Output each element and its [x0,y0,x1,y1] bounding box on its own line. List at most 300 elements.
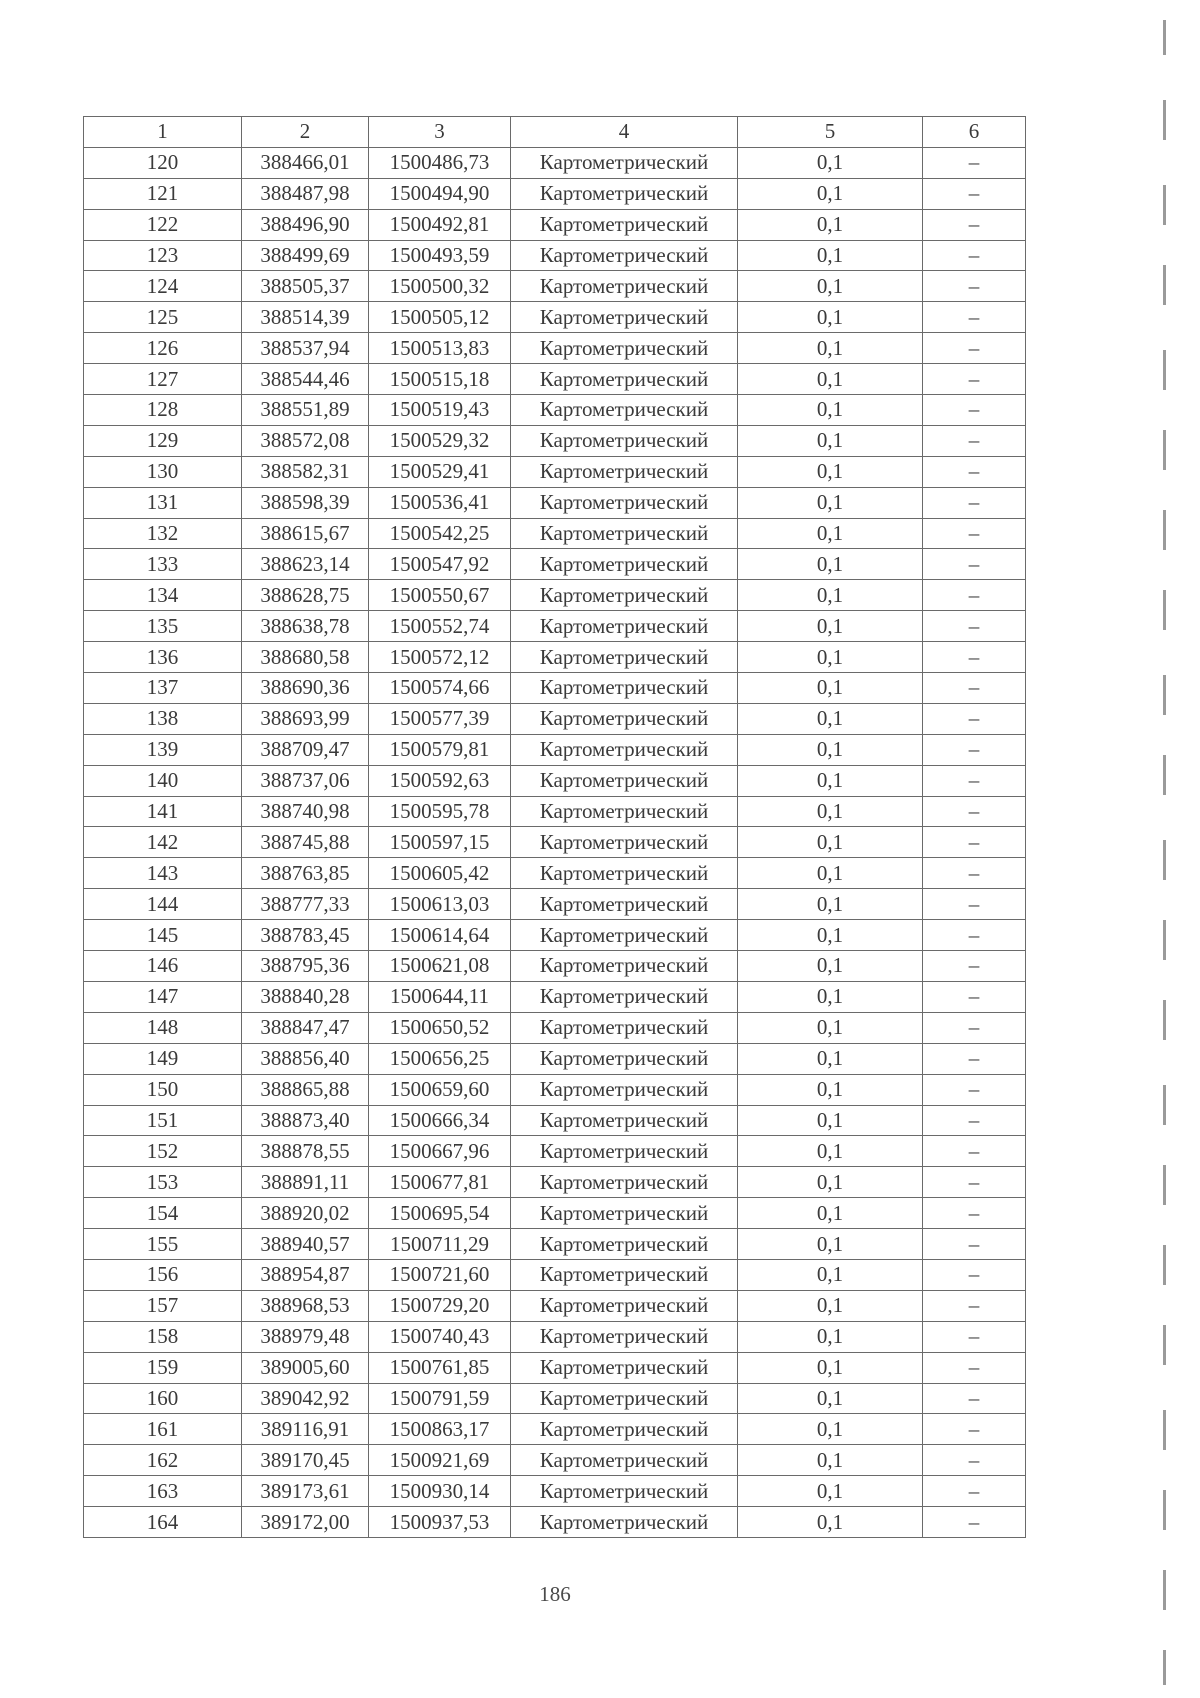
table-cell: 1500650,52 [369,1012,511,1043]
header-cell: 5 [738,117,923,148]
table-row [84,364,1026,395]
table-cell: Картометрический [511,1198,738,1229]
table-cell: 0,1 [738,456,923,487]
table-cell: 156 [84,1259,242,1290]
table-row [84,1414,1026,1445]
table-cell: – [923,1229,1026,1260]
table-cell: 154 [84,1198,242,1229]
table-cell: Картометрический [511,611,738,642]
table-cell: 1500493,59 [369,240,511,271]
table-cell: 126 [84,333,242,364]
table-header-row [84,117,1026,148]
table-cell: Картометрический [511,240,738,271]
table-cell: 0,1 [738,1105,923,1136]
table-cell: 146 [84,951,242,982]
table-cell: 157 [84,1290,242,1321]
table-cell: Картометрический [511,580,738,611]
table-cell: Картометрический [511,951,738,982]
table-row [84,271,1026,302]
table-cell: – [923,920,1026,951]
table-row [84,1259,1026,1290]
table-cell: 0,1 [738,1445,923,1476]
table-cell: – [923,981,1026,1012]
table-cell: 155 [84,1229,242,1260]
table-cell: 388690,36 [242,673,369,704]
table-cell: Картометрический [511,1476,738,1507]
table-cell: Картометрический [511,920,738,951]
table-cell: – [923,1074,1026,1105]
table-row [84,456,1026,487]
table-cell: – [923,1321,1026,1352]
table-cell: – [923,425,1026,456]
table-cell: 388496,90 [242,209,369,240]
table-cell: 123 [84,240,242,271]
table-cell: 1500547,92 [369,549,511,580]
table-row [84,1198,1026,1229]
table-cell: 388979,48 [242,1321,369,1352]
table-row [84,1352,1026,1383]
table-row [84,518,1026,549]
table-cell: 1500614,64 [369,920,511,951]
table-cell: Картометрический [511,1259,738,1290]
table-cell: 0,1 [738,765,923,796]
table-cell: 148 [84,1012,242,1043]
header-cell: 3 [369,117,511,148]
table-cell: Картометрический [511,518,738,549]
table-cell: 133 [84,549,242,580]
table-cell: – [923,333,1026,364]
table-cell: 1500519,43 [369,395,511,426]
table-cell: Картометрический [511,1290,738,1321]
table-cell: 1500550,67 [369,580,511,611]
table-cell: 1500721,60 [369,1259,511,1290]
table-row [84,1012,1026,1043]
table-cell: 1500791,59 [369,1383,511,1414]
table-cell: 147 [84,981,242,1012]
table-cell: 149 [84,1043,242,1074]
table-cell: 158 [84,1321,242,1352]
table-cell: Картометрический [511,1383,738,1414]
table-cell: 1500552,74 [369,611,511,642]
table-body [84,147,1026,1537]
table-cell: 0,1 [738,240,923,271]
table-cell: – [923,1198,1026,1229]
table-cell: 1500542,25 [369,518,511,549]
table-cell: 131 [84,487,242,518]
table-cell: Картометрический [511,395,738,426]
table-cell: 163 [84,1476,242,1507]
table-cell: 0,1 [738,889,923,920]
table-row [84,487,1026,518]
table-cell: 1500921,69 [369,1445,511,1476]
header-cell: 2 [242,117,369,148]
table-cell: 1500729,20 [369,1290,511,1321]
table-cell: Картометрический [511,858,738,889]
table-cell: 388920,02 [242,1198,369,1229]
table-cell: 160 [84,1383,242,1414]
table-cell: 388544,46 [242,364,369,395]
table-row [84,858,1026,889]
table-cell: 0,1 [738,673,923,704]
table-row [84,1167,1026,1198]
table-cell: 388680,58 [242,642,369,673]
table-cell: – [923,518,1026,549]
table-cell: 388598,39 [242,487,369,518]
table-cell: 1500536,41 [369,487,511,518]
table-cell: – [923,889,1026,920]
table-cell: 0,1 [738,858,923,889]
table-cell: 388856,40 [242,1043,369,1074]
table-cell: – [923,703,1026,734]
table-cell: 153 [84,1167,242,1198]
table-row [84,1229,1026,1260]
table-cell: 388638,78 [242,611,369,642]
table-cell: 140 [84,765,242,796]
table-cell: – [923,395,1026,426]
coordinates-table [83,116,1026,1538]
table-cell: Картометрический [511,1229,738,1260]
table-cell: 1500656,25 [369,1043,511,1074]
table-cell: – [923,1352,1026,1383]
table-cell: 0,1 [738,1136,923,1167]
table-cell: 0,1 [738,1414,923,1445]
table-cell: 388954,87 [242,1259,369,1290]
table-cell: – [923,1445,1026,1476]
table-cell: 139 [84,734,242,765]
table-row [84,1074,1026,1105]
table-cell: 388763,85 [242,858,369,889]
table-cell: – [923,549,1026,580]
table-cell: 162 [84,1445,242,1476]
table-cell: – [923,147,1026,178]
table-cell: – [923,858,1026,889]
table-cell: 141 [84,796,242,827]
table-cell: 388709,47 [242,734,369,765]
table-cell: 0,1 [738,951,923,982]
table-row [84,920,1026,951]
table-cell: Картометрический [511,271,738,302]
table-cell: – [923,765,1026,796]
table-cell: 1500574,66 [369,673,511,704]
table-cell: Картометрический [511,981,738,1012]
table-row [84,1043,1026,1074]
table-cell: 0,1 [738,580,923,611]
table-cell: 0,1 [738,1383,923,1414]
table-cell: 0,1 [738,1352,923,1383]
table-cell: 388795,36 [242,951,369,982]
table-cell: 161 [84,1414,242,1445]
table-cell: Картометрический [511,827,738,858]
table-cell: 389116,91 [242,1414,369,1445]
table-cell: 388891,11 [242,1167,369,1198]
table-cell: Картометрический [511,1136,738,1167]
table-cell: 1500500,32 [369,271,511,302]
table-row [84,1476,1026,1507]
table-cell: – [923,178,1026,209]
table-cell: 129 [84,425,242,456]
table-cell: 152 [84,1136,242,1167]
table-cell: – [923,1043,1026,1074]
table-cell: 0,1 [738,1167,923,1198]
table-cell: Картометрический [511,796,738,827]
table-cell: 0,1 [738,611,923,642]
table-cell: Картометрический [511,673,738,704]
table-cell: Картометрический [511,1445,738,1476]
table-row [84,1136,1026,1167]
table-cell: – [923,734,1026,765]
table-cell: 0,1 [738,271,923,302]
table-cell: 150 [84,1074,242,1105]
table-cell: 388537,94 [242,333,369,364]
table-row [84,673,1026,704]
table-cell: 0,1 [738,178,923,209]
table-cell: Картометрический [511,1043,738,1074]
table-cell: 130 [84,456,242,487]
table-cell: 0,1 [738,364,923,395]
table-cell: 1500677,81 [369,1167,511,1198]
table-cell: 1500667,96 [369,1136,511,1167]
table-cell: 388847,47 [242,1012,369,1043]
table-row [84,549,1026,580]
table-cell: 128 [84,395,242,426]
table-cell: 388740,98 [242,796,369,827]
table-cell: 1500515,18 [369,364,511,395]
table-cell: 1500605,42 [369,858,511,889]
table-cell: – [923,1012,1026,1043]
table-cell: Картометрический [511,703,738,734]
table-cell: 164 [84,1507,242,1538]
table-cell: 1500505,12 [369,302,511,333]
table-cell: 389042,92 [242,1383,369,1414]
table-cell: 1500529,41 [369,456,511,487]
table-cell: 389172,00 [242,1507,369,1538]
table-cell: 122 [84,209,242,240]
table-cell: 388745,88 [242,827,369,858]
table-cell: 0,1 [738,1198,923,1229]
table-cell: 1500486,73 [369,147,511,178]
table-row [84,580,1026,611]
table-cell: 0,1 [738,703,923,734]
table-cell: 137 [84,673,242,704]
table-row [84,642,1026,673]
table-cell: – [923,1167,1026,1198]
table-cell: 388582,31 [242,456,369,487]
header-cell: 4 [511,117,738,148]
table-cell: Картометрический [511,1074,738,1105]
table-cell: Картометрический [511,364,738,395]
table-row [84,209,1026,240]
table-cell: Картометрический [511,1012,738,1043]
table-cell: 0,1 [738,1507,923,1538]
table-cell: – [923,364,1026,395]
table-cell: 0,1 [738,147,923,178]
table-cell: Картометрический [511,1105,738,1136]
table-cell: 1500711,29 [369,1229,511,1260]
table-cell: 0,1 [738,549,923,580]
table-cell: Картометрический [511,765,738,796]
table-cell: – [923,1290,1026,1321]
table-row [84,178,1026,209]
table-cell: 0,1 [738,518,923,549]
table-cell: 127 [84,364,242,395]
table-cell: 0,1 [738,1012,923,1043]
table-cell: 0,1 [738,333,923,364]
table-cell: Картометрический [511,1507,738,1538]
table-cell: 1500572,12 [369,642,511,673]
table-cell: 135 [84,611,242,642]
table-cell: – [923,209,1026,240]
table-cell: Картометрический [511,425,738,456]
table-cell: 389170,45 [242,1445,369,1476]
table-row [84,981,1026,1012]
table-cell: Картометрический [511,889,738,920]
table-row [84,889,1026,920]
table-cell: 388777,33 [242,889,369,920]
table-cell: 388572,08 [242,425,369,456]
table-cell: 138 [84,703,242,734]
table-cell: 145 [84,920,242,951]
table-row [84,1290,1026,1321]
table-cell: Картометрический [511,209,738,240]
table-cell: 388940,57 [242,1229,369,1260]
table-row [84,240,1026,271]
table-cell: 0,1 [738,209,923,240]
table-row [84,425,1026,456]
table-row [84,796,1026,827]
table-row [84,827,1026,858]
table-cell: Картометрический [511,734,738,765]
table-cell: 388865,88 [242,1074,369,1105]
table-cell: 0,1 [738,734,923,765]
table-cell: 389005,60 [242,1352,369,1383]
table-cell: 388466,01 [242,147,369,178]
table-cell: 1500492,81 [369,209,511,240]
table-cell: 1500659,60 [369,1074,511,1105]
table-cell: 388623,14 [242,549,369,580]
table-cell: Картометрический [511,549,738,580]
table-cell: 0,1 [738,1476,923,1507]
table-cell: Картометрический [511,642,738,673]
table-cell: Картометрический [511,1414,738,1445]
table-cell: 388499,69 [242,240,369,271]
table-cell: 142 [84,827,242,858]
table-cell: – [923,1383,1026,1414]
table-cell: Картометрический [511,1167,738,1198]
table-cell: Картометрический [511,178,738,209]
page-number: 186 [539,1582,571,1606]
table-row [84,734,1026,765]
table-cell: 388615,67 [242,518,369,549]
header-cell: 1 [84,117,242,148]
table-cell: 151 [84,1105,242,1136]
table-cell: – [923,580,1026,611]
table-cell: Картометрический [511,333,738,364]
table-cell: 388487,98 [242,178,369,209]
table-cell: 388737,06 [242,765,369,796]
table-cell: Картометрический [511,147,738,178]
table-cell: 1500592,63 [369,765,511,796]
table-cell: 388783,45 [242,920,369,951]
table-row [84,302,1026,333]
table-cell: 1500644,11 [369,981,511,1012]
table-cell: 144 [84,889,242,920]
table-cell: 388505,37 [242,271,369,302]
table-cell: 1500930,14 [369,1476,511,1507]
table-cell: – [923,487,1026,518]
table-cell: 1500621,08 [369,951,511,982]
table-row [84,1507,1026,1538]
table-cell: 388968,53 [242,1290,369,1321]
table-cell: – [923,1136,1026,1167]
table-cell: – [923,796,1026,827]
table-cell: Картометрический [511,1352,738,1383]
table-cell: 389173,61 [242,1476,369,1507]
table-cell: 136 [84,642,242,673]
table-row [84,333,1026,364]
table-cell: 388873,40 [242,1105,369,1136]
table-cell: 0,1 [738,1074,923,1105]
table-cell: 1500577,39 [369,703,511,734]
table-cell: 0,1 [738,1290,923,1321]
table-row [84,395,1026,426]
table-cell: 0,1 [738,1043,923,1074]
table-cell: – [923,1414,1026,1445]
table-cell: 121 [84,178,242,209]
table-cell: – [923,271,1026,302]
table-cell: 159 [84,1352,242,1383]
table-row [84,147,1026,178]
table-cell: 1500695,54 [369,1198,511,1229]
table-cell: 388551,89 [242,395,369,426]
table-cell: 0,1 [738,796,923,827]
table-cell: 120 [84,147,242,178]
table-cell: 0,1 [738,827,923,858]
table-cell: 1500613,03 [369,889,511,920]
table-cell: 1500513,83 [369,333,511,364]
table-cell: Картометрический [511,1321,738,1352]
table-row [84,703,1026,734]
table-row [84,1321,1026,1352]
header-cell: 6 [923,117,1026,148]
table-row [84,611,1026,642]
table-cell: 0,1 [738,920,923,951]
table-cell: 1500761,85 [369,1352,511,1383]
table-cell: 388628,75 [242,580,369,611]
table-row [84,765,1026,796]
table-cell: 1500937,53 [369,1507,511,1538]
table-cell: 125 [84,302,242,333]
table-row [84,1105,1026,1136]
table-cell: 388514,39 [242,302,369,333]
table-cell: – [923,302,1026,333]
table-cell: – [923,827,1026,858]
table-cell: 1500666,34 [369,1105,511,1136]
table-cell: – [923,240,1026,271]
table-cell: – [923,1476,1026,1507]
table-cell: 0,1 [738,1259,923,1290]
table-cell: – [923,951,1026,982]
table-row [84,951,1026,982]
table-cell: 1500529,32 [369,425,511,456]
table-cell: – [923,1507,1026,1538]
table-cell: – [923,1259,1026,1290]
table-cell: 1500595,78 [369,796,511,827]
table-cell: 0,1 [738,487,923,518]
table-row [84,1445,1026,1476]
table-cell: 1500579,81 [369,734,511,765]
table-cell: 0,1 [738,302,923,333]
table-cell: 1500597,15 [369,827,511,858]
